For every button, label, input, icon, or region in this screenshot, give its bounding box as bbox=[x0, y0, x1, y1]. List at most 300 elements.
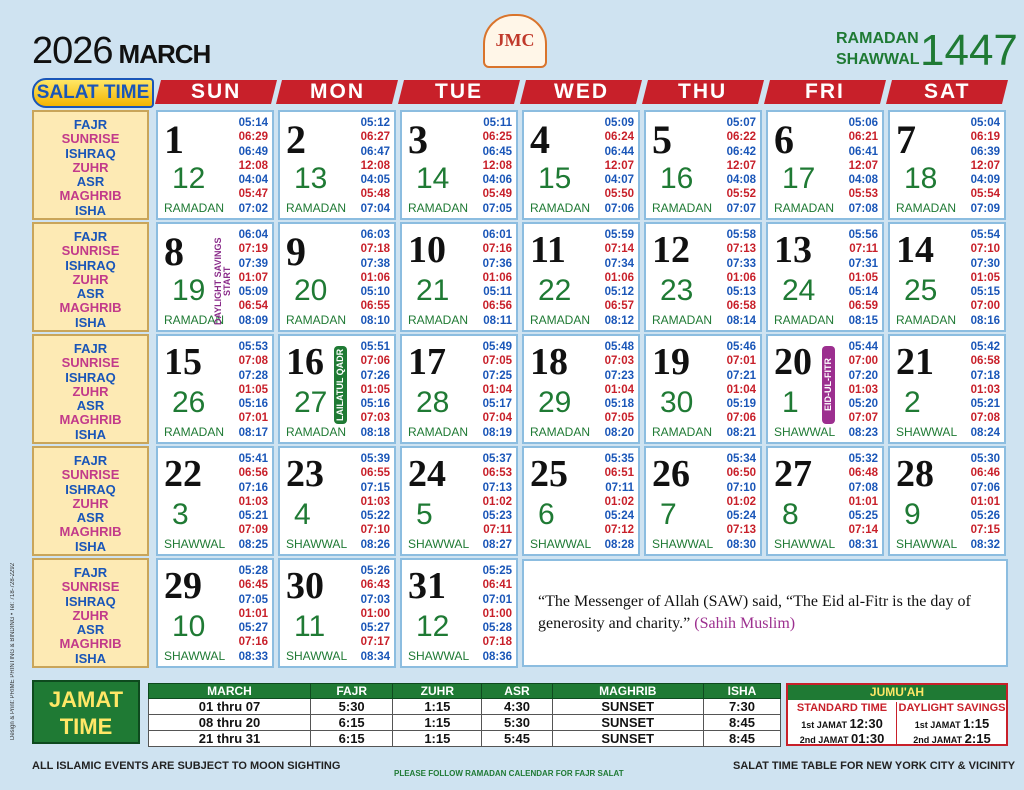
prayer-times bbox=[605, 116, 634, 216]
hijri-month-label: SHAWWAL bbox=[164, 649, 226, 663]
hijri-year: 1447 bbox=[920, 26, 1018, 75]
time-ishraq: 07:11 bbox=[605, 481, 634, 494]
time-ishraq: 07:10 bbox=[726, 481, 756, 494]
hijri-date: 15 bbox=[538, 162, 572, 195]
time-sunrise: 07:03 bbox=[604, 355, 634, 368]
time-fajr: 05:37 bbox=[482, 453, 512, 465]
jamat-cell: 8:45 bbox=[703, 715, 780, 731]
day-cell-12 bbox=[644, 222, 762, 332]
gregorian-date: 30 bbox=[286, 565, 324, 607]
prayer-label-sunrise: SUNRISE bbox=[61, 131, 120, 147]
prayer-times bbox=[483, 228, 512, 328]
hijri-month-label: RAMADAN bbox=[530, 425, 591, 439]
time-isha: 07:04 bbox=[360, 202, 390, 215]
time-sunrise: 06:24 bbox=[604, 131, 634, 144]
time-asr: 05:12 bbox=[604, 286, 634, 299]
hijri-date: 16 bbox=[660, 162, 694, 195]
day-cell-31 bbox=[400, 558, 518, 668]
hijri-month-label: RAMADAN bbox=[164, 425, 225, 439]
hijri-date: 29 bbox=[538, 386, 572, 419]
jamat-cell: 6:15 bbox=[311, 731, 393, 747]
time-sunrise: 06:41 bbox=[482, 579, 512, 592]
hijri-month-label: RAMADAN bbox=[286, 201, 347, 215]
time-fajr: 05:04 bbox=[970, 117, 1000, 129]
hijri-date: 4 bbox=[294, 498, 311, 531]
prayer-times bbox=[727, 340, 756, 440]
prayer-times bbox=[849, 116, 878, 216]
gregorian-date: 28 bbox=[896, 453, 934, 495]
jamat-row bbox=[149, 699, 781, 715]
prayer-label-maghrib: MAGHRIB bbox=[59, 412, 122, 428]
time-zuhr: 01:03 bbox=[848, 383, 878, 396]
jumuah-title: JUMU'AH bbox=[788, 685, 1006, 700]
jamat-cell: 5:45 bbox=[482, 731, 552, 747]
prayer-labels-row-4 bbox=[32, 446, 149, 556]
time-isha: 08:12 bbox=[604, 314, 634, 327]
gregorian-date: 26 bbox=[652, 453, 690, 495]
day-header-wed: WED bbox=[520, 80, 642, 104]
time-sunrise: 06:29 bbox=[238, 131, 268, 144]
time-ishraq: 07:18 bbox=[970, 369, 1000, 382]
time-sunrise: 06:50 bbox=[726, 467, 756, 480]
day-cell-7 bbox=[888, 110, 1006, 220]
prayer-times bbox=[483, 116, 512, 216]
prayer-label-fajr: FAJR bbox=[73, 117, 108, 132]
time-asr: 04:08 bbox=[848, 174, 878, 187]
time-zuhr: 01:04 bbox=[726, 383, 756, 396]
day-cell-4 bbox=[522, 110, 640, 220]
prayer-label-maghrib: MAGHRIB bbox=[59, 636, 122, 652]
gregorian-date: 16 bbox=[286, 341, 324, 383]
day-cell-25 bbox=[522, 446, 640, 556]
time-sunrise: 07:16 bbox=[482, 243, 512, 256]
time-zuhr: 12:08 bbox=[238, 159, 268, 172]
prayer-label-fajr: FAJR bbox=[73, 229, 108, 244]
time-ishraq: 07:20 bbox=[848, 369, 878, 382]
hijri-month-label: RAMADAN bbox=[286, 425, 347, 439]
prayer-label-ishraq: ISHRAQ bbox=[65, 481, 116, 497]
time-zuhr: 01:01 bbox=[970, 495, 1000, 508]
time-asr: 04:08 bbox=[726, 174, 756, 187]
hijri-month-label: SHAWWAL bbox=[896, 537, 958, 551]
gregorian-date: 21 bbox=[896, 341, 934, 383]
time-maghrib: 07:12 bbox=[604, 524, 634, 537]
time-fajr: 05:30 bbox=[970, 453, 1000, 465]
time-maghrib: 07:15 bbox=[970, 524, 1000, 537]
prayer-times bbox=[239, 564, 268, 664]
time-zuhr: 01:05 bbox=[970, 271, 1000, 284]
time-maghrib: 06:58 bbox=[726, 300, 756, 313]
time-ishraq: 07:15 bbox=[360, 481, 390, 494]
prayer-labels-row-2 bbox=[32, 222, 149, 332]
time-fajr: 05:42 bbox=[970, 341, 1000, 353]
prayer-times bbox=[239, 116, 268, 216]
hijri-date: 25 bbox=[904, 274, 938, 307]
time-zuhr: 01:04 bbox=[604, 383, 634, 396]
hijri-month-label: SHAWWAL bbox=[286, 649, 348, 663]
daylight-savings-title: DAYLIGHT SAVINGS bbox=[898, 702, 1006, 714]
time-isha: 08:18 bbox=[360, 426, 390, 439]
time-sunrise: 06:53 bbox=[482, 467, 512, 480]
day-cell-29 bbox=[156, 558, 274, 668]
time-isha: 08:24 bbox=[970, 426, 1000, 439]
jamat-header-zuhr: ZUHR bbox=[393, 684, 482, 699]
time-maghrib: 07:06 bbox=[726, 412, 756, 425]
time-sunrise: 07:00 bbox=[848, 355, 878, 368]
time-ishraq: 07:13 bbox=[482, 481, 512, 494]
hijri-date: 1 bbox=[782, 386, 799, 419]
hijri-date: 21 bbox=[416, 274, 450, 307]
hijri-month-ramadan: RAMADAN bbox=[836, 30, 919, 47]
prayer-times bbox=[971, 116, 1000, 216]
day-cell-27 bbox=[766, 446, 884, 556]
hijri-date: 28 bbox=[416, 386, 450, 419]
time-asr: 05:27 bbox=[360, 622, 390, 635]
gregorian-date: 22 bbox=[164, 453, 202, 495]
hijri-month-label: SHAWWAL bbox=[164, 537, 226, 551]
jamat-row bbox=[149, 731, 781, 747]
time-sunrise: 06:21 bbox=[848, 131, 878, 144]
hijri-date: 6 bbox=[538, 498, 555, 531]
time-ishraq: 06:39 bbox=[970, 145, 1000, 158]
time-sunrise: 07:10 bbox=[970, 243, 1000, 256]
time-asr: 05:16 bbox=[360, 398, 390, 411]
jamat-header-isha: ISHA bbox=[703, 684, 780, 699]
jamat-cell: 08 thru 20 bbox=[149, 715, 311, 731]
hijri-month-label: RAMADAN bbox=[530, 201, 591, 215]
hijri-date: 10 bbox=[172, 610, 206, 643]
gregorian-date: 19 bbox=[652, 341, 690, 383]
time-isha: 08:11 bbox=[483, 314, 512, 327]
time-asr: 05:10 bbox=[360, 286, 390, 299]
hijri-date: 3 bbox=[172, 498, 189, 531]
jamat-cell: 1:15 bbox=[393, 731, 482, 747]
time-sunrise: 06:56 bbox=[238, 467, 268, 480]
prayer-times bbox=[483, 452, 512, 552]
time-isha: 08:34 bbox=[360, 650, 390, 663]
gregorian-date: 31 bbox=[408, 565, 446, 607]
time-fajr: 05:26 bbox=[360, 565, 390, 577]
time-fajr: 05:09 bbox=[604, 117, 634, 129]
prayer-label-sunrise: SUNRISE bbox=[61, 355, 120, 371]
time-fajr: 05:56 bbox=[848, 229, 878, 241]
hijri-date: 23 bbox=[660, 274, 694, 307]
hijri-date: 7 bbox=[660, 498, 677, 531]
time-zuhr: 01:06 bbox=[726, 271, 756, 284]
prayer-label-fajr: FAJR bbox=[73, 565, 108, 580]
daylight-first-jamat: 1st JAMAT 1:15 bbox=[914, 716, 990, 731]
time-isha: 08:27 bbox=[482, 538, 512, 551]
time-maghrib: 05:47 bbox=[238, 188, 268, 201]
time-asr: 05:13 bbox=[726, 286, 756, 299]
hijri-month-label: RAMADAN bbox=[652, 201, 713, 215]
hijri-month-label: RAMADAN bbox=[408, 201, 469, 215]
time-fajr: 05:54 bbox=[970, 229, 1000, 241]
time-fajr: 05:28 bbox=[238, 565, 268, 577]
time-fajr: 05:51 bbox=[360, 341, 390, 353]
gregorian-date: 24 bbox=[408, 453, 446, 495]
day-cell-22 bbox=[156, 446, 274, 556]
day-cell-17 bbox=[400, 334, 518, 444]
time-ishraq: 07:16 bbox=[238, 481, 268, 494]
prayer-label-ishraq: ISHRAQ bbox=[65, 593, 116, 609]
hijri-month-label: RAMADAN bbox=[774, 201, 835, 215]
time-sunrise: 06:19 bbox=[970, 131, 1000, 144]
day-cell-16 bbox=[278, 334, 396, 444]
time-isha: 07:09 bbox=[970, 202, 1000, 215]
jamat-cell: 1:15 bbox=[393, 699, 482, 715]
prayer-times bbox=[605, 340, 634, 440]
time-maghrib: 06:55 bbox=[360, 300, 390, 313]
time-ishraq: 07:39 bbox=[238, 257, 268, 270]
time-zuhr: 01:02 bbox=[604, 495, 634, 508]
hijri-month-label: RAMADAN bbox=[896, 201, 957, 215]
gregorian-date: 25 bbox=[530, 453, 568, 495]
time-sunrise: 07:14 bbox=[604, 243, 634, 256]
time-fajr: 06:04 bbox=[238, 229, 268, 241]
time-asr: 05:11 bbox=[483, 286, 512, 299]
time-ishraq: 07:23 bbox=[604, 369, 634, 382]
time-zuhr: 01:03 bbox=[970, 383, 1000, 396]
jmc-logo bbox=[483, 14, 547, 68]
prayer-label-sunrise: SUNRISE bbox=[61, 243, 120, 259]
hijri-month-label: RAMADAN bbox=[652, 313, 713, 327]
time-ishraq: 07:33 bbox=[726, 257, 756, 270]
time-zuhr: 01:05 bbox=[848, 271, 878, 284]
gregorian-date: 14 bbox=[896, 229, 934, 271]
prayer-label-zuhr: ZUHR bbox=[72, 271, 109, 287]
time-isha: 08:30 bbox=[726, 538, 756, 551]
time-isha: 08:31 bbox=[848, 538, 878, 551]
time-fajr: 05:12 bbox=[360, 117, 390, 129]
time-ishraq: 06:42 bbox=[726, 145, 756, 158]
footer-moon-sighting: ALL ISLAMIC EVENTS ARE SUBJECT TO MOON SIGHTING bbox=[32, 760, 341, 772]
prayer-label-asr: ASR bbox=[76, 510, 105, 526]
hijri-month-label: SHAWWAL bbox=[286, 537, 348, 551]
time-ishraq: 06:41 bbox=[848, 145, 878, 158]
time-isha: 08:09 bbox=[238, 314, 268, 327]
time-fajr: 05:11 bbox=[483, 117, 512, 129]
time-maghrib: 06:54 bbox=[238, 300, 268, 313]
day-cell-9 bbox=[278, 222, 396, 332]
time-zuhr: 12:07 bbox=[848, 159, 878, 172]
prayer-times bbox=[361, 452, 390, 552]
time-maghrib: 07:04 bbox=[482, 412, 512, 425]
hijri-date: 11 bbox=[294, 610, 326, 643]
hijri-date: 27 bbox=[294, 386, 328, 419]
time-asr: 04:06 bbox=[482, 174, 512, 187]
day-cell-26 bbox=[644, 446, 762, 556]
time-maghrib: 07:11 bbox=[483, 524, 512, 537]
gregorian-date: 2 bbox=[286, 117, 306, 162]
prayer-times bbox=[483, 564, 512, 664]
time-sunrise: 06:22 bbox=[726, 131, 756, 144]
prayer-label-maghrib: MAGHRIB bbox=[59, 300, 122, 316]
prayer-label-isha: ISHA bbox=[74, 538, 107, 554]
day-cell-20 bbox=[766, 334, 884, 444]
time-maghrib: 07:03 bbox=[360, 412, 390, 425]
prayer-times bbox=[239, 228, 268, 328]
day-cell-2 bbox=[278, 110, 396, 220]
time-asr: 05:17 bbox=[482, 398, 512, 411]
jamat-cell: 21 thru 31 bbox=[149, 731, 311, 747]
time-fajr: 05:41 bbox=[238, 453, 268, 465]
time-fajr: 05:06 bbox=[848, 117, 878, 129]
time-zuhr: 01:07 bbox=[238, 271, 268, 284]
prayer-label-zuhr: ZUHR bbox=[72, 607, 109, 623]
prayer-label-ishraq: ISHRAQ bbox=[65, 369, 116, 385]
time-isha: 07:02 bbox=[238, 202, 268, 215]
jamat-header-fajr: FAJR bbox=[311, 684, 393, 699]
time-maghrib: 05:50 bbox=[604, 188, 634, 201]
gregorian-date: 29 bbox=[164, 565, 202, 607]
time-ishraq: 06:44 bbox=[604, 145, 634, 158]
time-isha: 08:25 bbox=[238, 538, 268, 551]
prayer-times bbox=[971, 340, 1000, 440]
gregorian-date: 4 bbox=[530, 117, 550, 162]
gregorian-date: 15 bbox=[164, 341, 202, 383]
time-fajr: 05:39 bbox=[360, 453, 390, 465]
gregorian-date: 8 bbox=[164, 229, 184, 274]
time-zuhr: 01:00 bbox=[360, 607, 390, 620]
time-ishraq: 07:31 bbox=[848, 257, 878, 270]
hijri-month-label: SHAWWAL bbox=[408, 649, 470, 663]
time-asr: 05:23 bbox=[482, 510, 512, 523]
time-maghrib: 06:56 bbox=[482, 300, 512, 313]
time-isha: 07:08 bbox=[848, 202, 878, 215]
day-cell-19 bbox=[644, 334, 762, 444]
time-ishraq: 07:21 bbox=[726, 369, 756, 382]
jumuah-divider bbox=[896, 702, 897, 744]
day-cell-6 bbox=[766, 110, 884, 220]
time-sunrise: 07:08 bbox=[238, 355, 268, 368]
jamat-table bbox=[148, 683, 781, 747]
time-sunrise: 06:46 bbox=[970, 467, 1000, 480]
time-fajr: 05:14 bbox=[238, 117, 268, 129]
event-badge: LAILATUL QADR bbox=[334, 346, 347, 424]
gregorian-date: 12 bbox=[652, 229, 690, 271]
time-zuhr: 01:02 bbox=[482, 495, 512, 508]
prayer-label-maghrib: MAGHRIB bbox=[59, 524, 122, 540]
time-fajr: 05:44 bbox=[848, 341, 878, 353]
time-maghrib: 07:18 bbox=[482, 636, 512, 649]
time-asr: 05:20 bbox=[848, 398, 878, 411]
time-zuhr: 01:05 bbox=[238, 383, 268, 396]
hijri-date: 12 bbox=[416, 610, 450, 643]
time-zuhr: 01:06 bbox=[604, 271, 634, 284]
prayer-label-fajr: FAJR bbox=[73, 341, 108, 356]
time-asr: 05:25 bbox=[848, 510, 878, 523]
time-asr: 04:05 bbox=[360, 174, 390, 187]
time-zuhr: 12:08 bbox=[482, 159, 512, 172]
day-header-mon: MON bbox=[276, 80, 398, 104]
prayer-times bbox=[361, 340, 390, 440]
time-isha: 08:21 bbox=[726, 426, 756, 439]
time-zuhr: 01:01 bbox=[848, 495, 878, 508]
time-asr: 04:09 bbox=[970, 174, 1000, 187]
time-ishraq: 07:30 bbox=[970, 257, 1000, 270]
time-maghrib: 07:13 bbox=[726, 524, 756, 537]
hijri-month-shawwal: SHAWWAL bbox=[836, 51, 920, 68]
quote-text: “The Messenger of Allah (SAW) said, “The Eid al-Fitr is the day of generosity and charity.” bbox=[538, 593, 971, 632]
time-maghrib: 05:52 bbox=[726, 188, 756, 201]
year: 2026 bbox=[32, 30, 113, 72]
time-fajr: 06:01 bbox=[482, 229, 512, 241]
hijri-month-label: RAMADAN bbox=[164, 313, 225, 327]
day-cell-14 bbox=[888, 222, 1006, 332]
time-ishraq: 07:26 bbox=[360, 369, 390, 382]
jamat-row bbox=[149, 715, 781, 731]
prayer-times bbox=[849, 228, 878, 328]
prayer-times bbox=[605, 452, 634, 552]
salat-time-tab: SALAT TIME bbox=[32, 78, 154, 108]
gregorian-date: 10 bbox=[408, 229, 446, 271]
time-sunrise: 06:43 bbox=[360, 579, 390, 592]
time-asr: 05:18 bbox=[604, 398, 634, 411]
jamat-cell: 7:30 bbox=[703, 699, 780, 715]
jamat-cell: SUNSET bbox=[552, 715, 703, 731]
jamat-cell: 4:30 bbox=[482, 699, 552, 715]
time-sunrise: 06:55 bbox=[360, 467, 390, 480]
day-cell-15 bbox=[156, 334, 274, 444]
gregorian-date: 6 bbox=[774, 117, 794, 162]
prayer-label-zuhr: ZUHR bbox=[72, 495, 109, 511]
time-isha: 08:32 bbox=[970, 538, 1000, 551]
time-asr: 05:16 bbox=[238, 398, 268, 411]
hijri-date: 12 bbox=[172, 162, 206, 195]
time-ishraq: 07:01 bbox=[482, 593, 512, 606]
hijri-date: 24 bbox=[782, 274, 816, 307]
logo-text: JMC bbox=[495, 30, 535, 50]
time-asr: 05:09 bbox=[238, 286, 268, 299]
time-sunrise: 06:25 bbox=[482, 131, 512, 144]
day-cell-11 bbox=[522, 222, 640, 332]
hijri-month-label: RAMADAN bbox=[530, 313, 591, 327]
time-maghrib: 05:48 bbox=[360, 188, 390, 201]
time-ishraq: 06:47 bbox=[360, 145, 390, 158]
time-ishraq: 07:36 bbox=[482, 257, 512, 270]
day-cell-1 bbox=[156, 110, 274, 220]
time-isha: 08:17 bbox=[238, 426, 268, 439]
time-asr: 05:22 bbox=[360, 510, 390, 523]
prayer-times bbox=[605, 228, 634, 328]
prayer-labels-row-5 bbox=[32, 558, 149, 668]
prayer-label-isha: ISHA bbox=[74, 202, 107, 218]
time-maghrib: 07:09 bbox=[238, 524, 268, 537]
prayer-label-maghrib: MAGHRIB bbox=[59, 188, 122, 204]
jumuah-standard bbox=[788, 702, 896, 746]
time-asr: 05:24 bbox=[726, 510, 756, 523]
jamat-cell: SUNSET bbox=[552, 699, 703, 715]
time-isha: 08:23 bbox=[848, 426, 878, 439]
time-ishraq: 07:28 bbox=[238, 369, 268, 382]
gregorian-date: 17 bbox=[408, 341, 446, 383]
hijri-month-label: RAMADAN bbox=[408, 425, 469, 439]
time-isha: 07:07 bbox=[726, 202, 756, 215]
prayer-times bbox=[727, 452, 756, 552]
time-isha: 08:15 bbox=[848, 314, 878, 327]
time-fajr: 05:35 bbox=[604, 453, 634, 465]
jumuah-daylight bbox=[898, 702, 1006, 746]
standard-first-jamat: 1st JAMAT 12:30 bbox=[801, 716, 883, 731]
prayer-times bbox=[239, 340, 268, 440]
hijri-date: 8 bbox=[782, 498, 799, 531]
gregorian-date: 3 bbox=[408, 117, 428, 162]
hijri-month-label: SHAWWAL bbox=[774, 425, 836, 439]
gregorian-date: 23 bbox=[286, 453, 324, 495]
standard-second-jamat: 2nd JAMAT 01:30 bbox=[799, 731, 885, 746]
prayer-times bbox=[971, 228, 1000, 328]
